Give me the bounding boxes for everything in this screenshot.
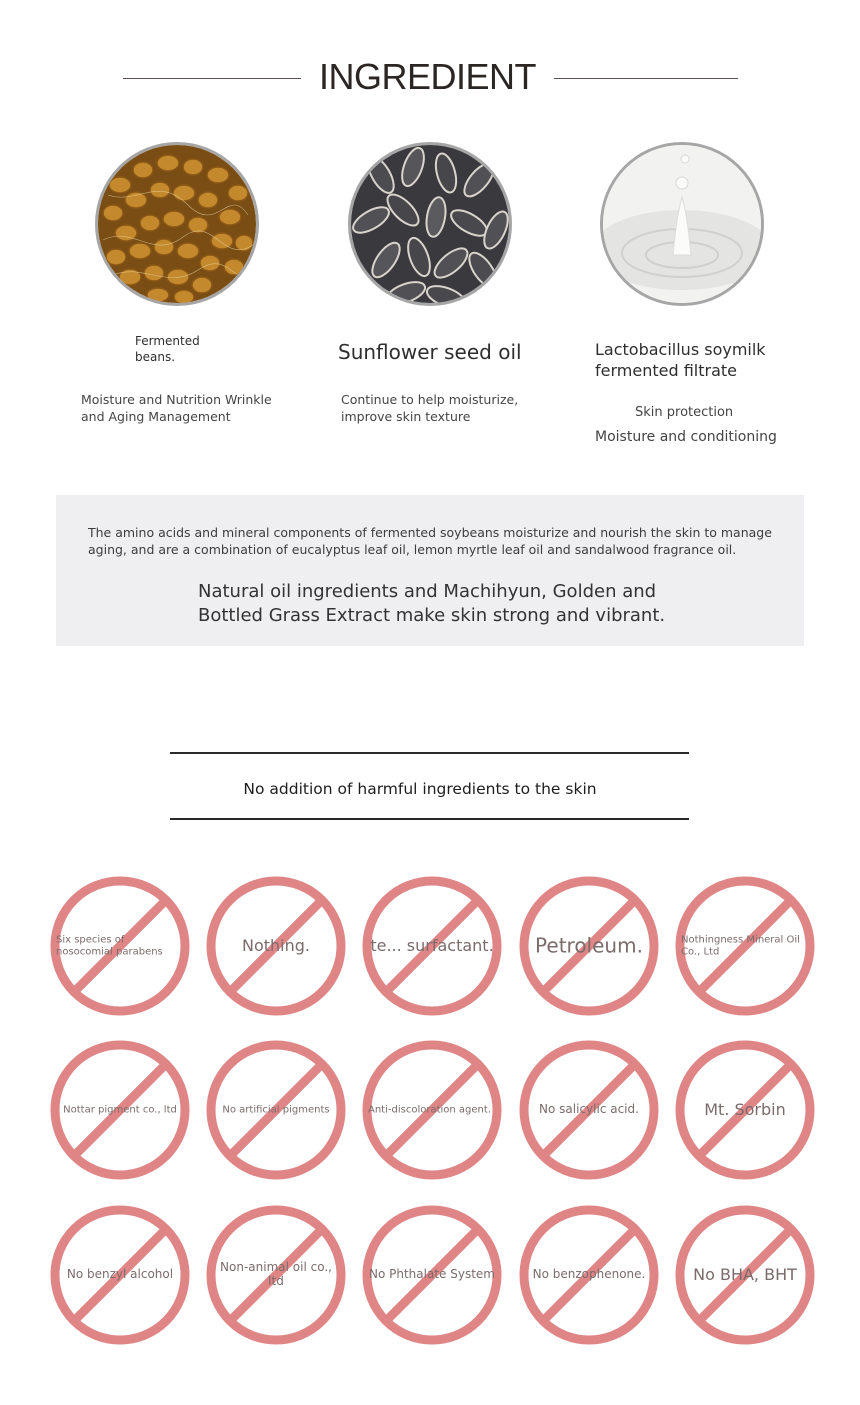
prohibition-sign-label: Nottar pigment co., ltd — [63, 1104, 177, 1116]
prohibition-sign — [517, 1038, 661, 1182]
prohibition-sign — [204, 1038, 348, 1182]
prohibition-sign-label: te... surfactant. — [370, 935, 494, 955]
prohibition-sign-label: Anti-discoloration agent. — [368, 1104, 491, 1116]
prohibition-sign-label: Petroleum. — [535, 933, 643, 958]
prohibition-sign-label: No benzyl alcohol — [66, 1267, 174, 1282]
sunflower-seeds-photo — [348, 142, 512, 306]
milk-splash-photo — [600, 142, 764, 306]
prohibition-sign — [204, 1203, 348, 1347]
prohibition-sign — [48, 1203, 192, 1347]
ingredient-name-fermented-beans: Fermented beans. — [135, 334, 200, 364]
prohibition-sign-label: Non-animal oil co., ltd — [220, 1260, 332, 1288]
prohibition-sign-label: Nothingness Mineral Oil Co., Ltd — [681, 934, 800, 957]
prohibition-sign — [360, 1203, 504, 1347]
prohibition-sign-label: No salicylic acid. — [539, 1102, 639, 1117]
fermented-beans-photo — [95, 142, 259, 306]
ingredient-desc-lactobacillus-2: Moisture and conditioning — [595, 429, 777, 445]
page-title: INGREDIENT — [318, 56, 536, 97]
prohibition-sign — [48, 1038, 192, 1182]
title-divider-right — [554, 78, 738, 79]
prohibition-sign-label: Nothing. — [242, 935, 310, 955]
prohibition-sign — [360, 1038, 504, 1182]
ingredient-name-lactobacillus: Lactobacillus soymilk fermented filtrate — [595, 340, 766, 380]
prohibition-sign — [517, 1203, 661, 1347]
banner-top-rule — [170, 752, 689, 754]
prohibition-sign-label: No Phthalate System — [369, 1267, 495, 1282]
info-headline-text: Natural oil ingredients and Machihyun, Golden and Bottled Grass Extract make skin strong and vibrant. — [198, 581, 666, 627]
prohibition-sign — [517, 874, 661, 1018]
prohibition-sign-label: Mt. Sorbin — [704, 1099, 786, 1119]
prohibition-sign-label: Six species of nosocomial parabens — [56, 934, 163, 957]
ingredient-desc-lactobacillus-1: Skin protection — [635, 405, 734, 420]
prohibition-sign — [673, 874, 817, 1018]
info-detail-text: The amino acids and mineral components of fermented soybeans moisturize and nourish the skin to manage aging, and are a combination of eucalyptus leaf oil, lemon myrtle leaf oil and sandalwood fragrance oil. — [88, 525, 772, 557]
prohibition-sign — [360, 874, 504, 1018]
info-panel — [56, 495, 804, 646]
no-addition-title: No addition of harmful ingredients to the skin — [243, 780, 597, 798]
prohibition-sign — [204, 874, 348, 1018]
banner-bottom-rule — [170, 818, 689, 820]
prohibition-sign-label: No BHA, BHT — [693, 1264, 797, 1284]
prohibition-sign — [673, 1203, 817, 1347]
prohibition-sign — [673, 1038, 817, 1182]
ingredient-desc-fermented-beans: Moisture and Nutrition Wrinkle and Aging Management — [81, 392, 272, 424]
prohibition-sign-label: No artificial pigments — [222, 1104, 330, 1116]
ingredient-name-sunflower: Sunflower seed oil — [338, 340, 522, 364]
ingredient-desc-sunflower: Continue to help moisturize, improve skin texture — [341, 392, 519, 424]
prohibition-sign — [48, 874, 192, 1018]
prohibition-sign-label: No benzophenone. — [532, 1267, 646, 1282]
title-divider-left — [123, 78, 301, 79]
